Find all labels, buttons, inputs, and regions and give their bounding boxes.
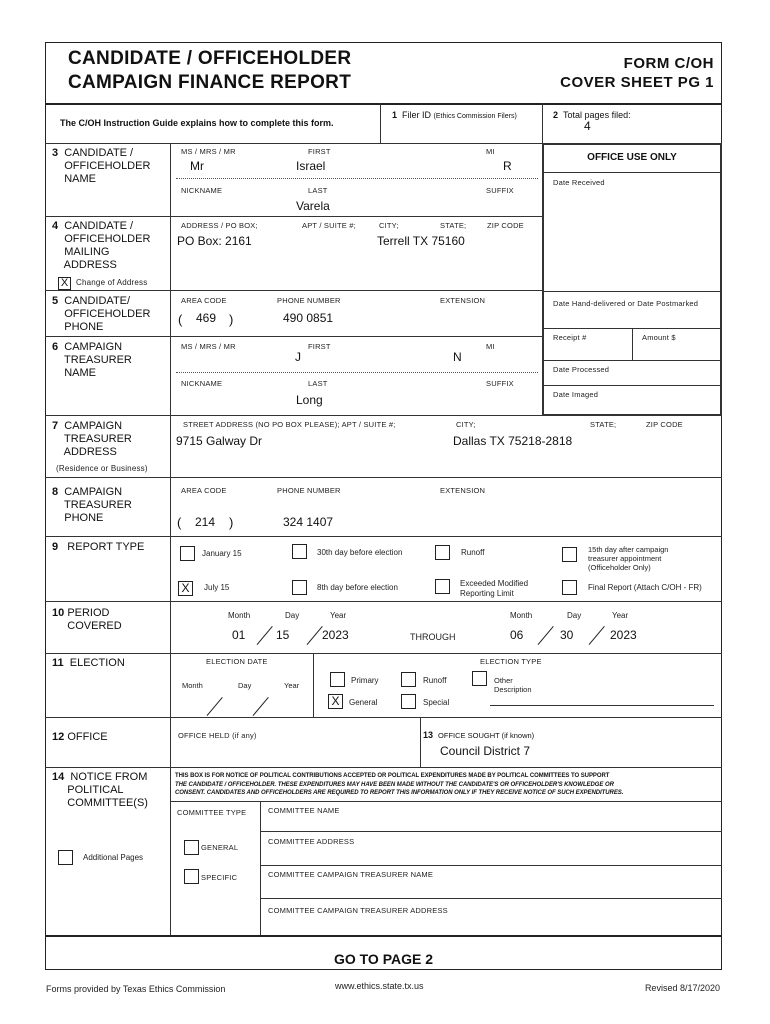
election-special-checkbox[interactable]	[401, 694, 416, 709]
election-primary-checkbox[interactable]	[330, 672, 345, 687]
additional-pages-checkbox[interactable]	[58, 850, 73, 865]
divider	[45, 103, 722, 105]
form-id: FORM C/OH	[623, 55, 714, 72]
date-imaged-label: Date Imaged	[553, 390, 599, 399]
period-to-day[interactable]: 30	[560, 628, 574, 642]
residence-note: (Residence or Business)	[56, 464, 148, 473]
form-title-line1: CANDIDATE / OFFICEHOLDER	[68, 48, 352, 69]
sec8-label: 8 CAMPAIGN TREASURER PHONE	[52, 486, 132, 524]
election-other-checkbox[interactable]	[472, 671, 487, 686]
treasurer-city-state-zip[interactable]: Dallas TX 75218-2818	[453, 434, 573, 448]
period-from-day[interactable]: 15	[276, 628, 290, 642]
sec4-label: 4 CANDIDATE / OFFICEHOLDER MAILING ADDRESS	[52, 220, 151, 271]
form-title-line2: CAMPAIGN FINANCE REPORT	[68, 72, 352, 93]
total-pages-value[interactable]: 4	[584, 119, 591, 133]
office-sought[interactable]: Council District 7	[440, 744, 531, 758]
period-to-month[interactable]: 06	[510, 628, 524, 642]
election-general-checkbox[interactable]: X	[328, 694, 343, 709]
report-30day-checkbox[interactable]	[292, 544, 307, 559]
filer-id-label: 1 Filer ID (Ethics Commission Filers)	[392, 110, 517, 120]
candidate-phone[interactable]: 490 0851	[283, 311, 334, 325]
period-from-year[interactable]: 2023	[322, 628, 349, 642]
footer-revised: Revised 8/17/2020	[644, 983, 720, 993]
sec14-label: 14 NOTICE FROM POLITICAL COMMITTEE(S)	[52, 771, 148, 809]
sec10-label: 10 PERIOD COVERED	[52, 607, 122, 632]
treasurer-phone[interactable]: 324 1407	[283, 515, 334, 529]
filer-id-input[interactable]	[400, 125, 535, 139]
report-jan15-checkbox[interactable]	[180, 546, 195, 561]
date-processed-label: Date Processed	[553, 365, 610, 374]
sec11-label: 11 ELECTION	[52, 657, 125, 669]
office-use-title: OFFICE USE ONLY	[587, 152, 677, 163]
sec6-label: 6 CAMPAIGN TREASURER NAME	[52, 341, 132, 379]
report-jul15-checkbox[interactable]: X	[178, 581, 193, 596]
candidate-last-name[interactable]: Varela	[296, 199, 330, 213]
treasurer-area-code[interactable]: 214	[195, 515, 216, 529]
sec12-label: 12 OFFICE	[52, 731, 108, 743]
sec5-label: 5 CANDIDATE/ OFFICEHOLDER PHONE	[52, 295, 151, 333]
sec9-label: 9 REPORT TYPE	[52, 541, 145, 553]
report-15day-checkbox[interactable]	[562, 547, 577, 562]
report-exceeded-checkbox[interactable]	[435, 579, 450, 594]
candidate-prefix[interactable]: Mr	[190, 159, 204, 173]
treasurer-last-name[interactable]: Long	[296, 393, 323, 407]
total-pages-label: 2 Total pages filed:	[553, 110, 631, 120]
report-runoff-checkbox[interactable]	[435, 545, 450, 560]
sec7-label: 7 CAMPAIGN TREASURER ADDRESS	[52, 420, 132, 458]
footer-url[interactable]: www.ethics.state.tx.us	[335, 981, 424, 991]
treasurer-mi[interactable]: N	[453, 350, 462, 364]
through-label: THROUGH	[410, 632, 456, 642]
period-to-year[interactable]: 2023	[610, 628, 637, 642]
candidate-area-code[interactable]: 469	[196, 311, 217, 325]
election-runoff-checkbox[interactable]	[401, 672, 416, 687]
goto-page-2: GO TO PAGE 2	[333, 951, 434, 967]
candidate-first-name[interactable]: Israel	[296, 159, 326, 173]
candidate-address[interactable]: PO Box: 2161	[177, 234, 252, 248]
instruction-text: The C/OH Instruction Guide explains how to complete this form.	[60, 118, 334, 128]
office-held-input[interactable]	[178, 745, 414, 761]
amount-label: Amount $	[642, 333, 676, 342]
committee-specific-checkbox[interactable]	[184, 869, 199, 884]
page-label: COVER SHEET PG 1	[560, 74, 714, 91]
candidate-mi[interactable]: R	[503, 159, 512, 173]
notice-text: THIS BOX IS FOR NOTICE OF POLITICAL CONTRIBUTIONS ACCEPTED OR POLITICAL EXPENDITURES MADE BY POLITICAL COMMITTEES TO SUPPORT THE CANDIDATE / OFFICEHOLDER. THESE EXPENDITURES MAY HAVE BEEN MADE WITHOUT THE CANDIDATE'S OR OFFICEHOLDER'S KNOWLEDGE OR CONSENT. CANDIDATES AND OFFICEHOLDERS ARE REQUIRED TO REPORT THIS INFORMATION ONLY IF THEY RECEIVE NOTICE OF SUCH EXPENDITURES.	[175, 773, 624, 796]
committee-general-checkbox[interactable]	[184, 840, 199, 855]
change-of-address-checkbox[interactable]: X	[58, 277, 71, 290]
treasurer-first-name[interactable]: J	[295, 350, 301, 364]
period-from-month[interactable]: 01	[232, 628, 246, 642]
date-hand-delivered-label: Date Hand-delivered or Date Postmarked	[553, 299, 699, 308]
treasurer-street[interactable]: 9715 Galway Dr	[176, 434, 263, 448]
change-of-address-label: Change of Address	[76, 278, 148, 287]
report-final-checkbox[interactable]	[562, 580, 577, 595]
report-8day-checkbox[interactable]	[292, 580, 307, 595]
date-received-label: Date Received	[553, 178, 605, 187]
receipt-label: Receipt #	[553, 333, 587, 342]
candidate-city-state-zip[interactable]: Terrell TX 75160	[377, 234, 465, 248]
footer-provided: Forms provided by Texas Ethics Commission	[46, 984, 226, 994]
sec3-label: 3 CANDIDATE / OFFICEHOLDER NAME	[52, 147, 151, 185]
